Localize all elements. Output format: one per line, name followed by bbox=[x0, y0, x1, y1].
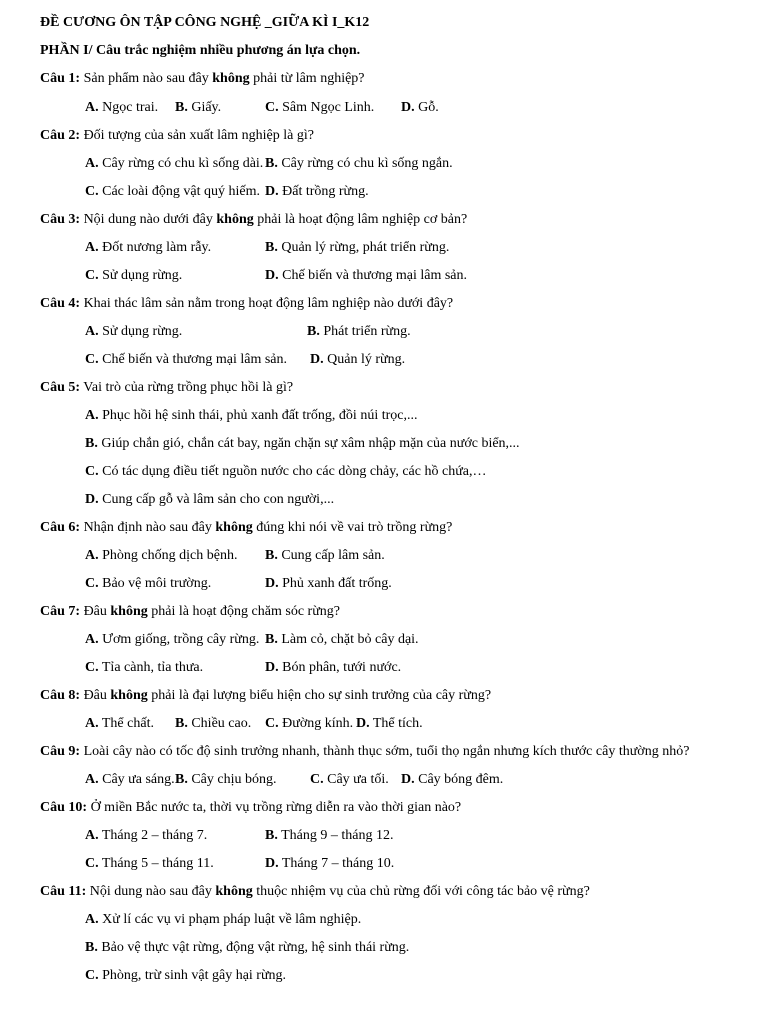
part-heading: PHẦN I/ Câu trắc nghiệm nhiều phương án lựa chọn. bbox=[40, 43, 361, 58]
q4-option-d: D. Quản lý rừng. bbox=[310, 352, 406, 367]
document-title: ĐỀ CƯƠNG ÔN TẬP CÔNG NGHỆ _GIỮA KÌ I_K12 bbox=[40, 15, 370, 30]
q8-option-a: A. Thể chất. bbox=[85, 716, 154, 731]
q6-option-c: C. Bảo vệ môi trường. bbox=[85, 576, 212, 591]
q7-option-c: C. Tỉa cành, tỉa thưa. bbox=[85, 660, 204, 675]
q5-option-c: C. Có tác dụng điều tiết nguồn nước cho các dòng chảy, các hồ chứa,… bbox=[85, 464, 487, 479]
q10-option-c: C. Tháng 5 – tháng 11. bbox=[85, 856, 214, 871]
q2-option-c: C. Các loài động vật quý hiếm. bbox=[85, 184, 260, 199]
q9-option-b: B. Cây chịu bóng. bbox=[175, 772, 277, 787]
q5-option-a: A. Phục hồi hệ sinh thái, phủ xanh đất trống, đồi núi trọc,... bbox=[85, 408, 418, 423]
question-4: Câu 4: Khai thác lâm sản nằm trong hoạt động lâm nghiệp nào dưới đây? bbox=[40, 296, 454, 311]
q4-option-a: A. Sử dụng rừng. bbox=[85, 324, 183, 339]
q2-option-b: B. Cây rừng có chu kì sống ngắn. bbox=[265, 156, 453, 171]
q1-option-c: C. Sâm Ngọc Linh. bbox=[265, 100, 375, 115]
q4-option-c: C. Chế biến và thương mại lâm sản. bbox=[85, 352, 288, 367]
question-5: Câu 5: Vai trò của rừng trồng phục hồi là gì? bbox=[40, 380, 294, 395]
question-10: Câu 10: Ở miền Bắc nước ta, thời vụ trồng rừng diễn ra vào thời gian nào? bbox=[40, 800, 462, 815]
q8-option-d: D. Thể tích. bbox=[356, 716, 423, 731]
q8-option-c: C. Đường kính. bbox=[265, 716, 354, 731]
q4-option-b: B. Phát triển rừng. bbox=[307, 324, 411, 339]
q7-option-b: B. Làm cỏ, chặt bỏ cây dại. bbox=[265, 632, 419, 647]
q1-option-b: B. Giấy. bbox=[175, 100, 222, 115]
question-9: Câu 9: Loài cây nào có tốc độ sinh trưởng nhanh, thành thục sớm, tuổi thọ ngắn nhưng kích thước cây thường nhỏ? bbox=[40, 744, 690, 759]
question-8: Câu 8: Đâu không phải là đại lượng biểu hiện cho sự sinh trưởng của cây rừng? bbox=[40, 688, 492, 703]
q1-option-d: D. Gỗ. bbox=[401, 100, 439, 115]
q7-option-a: A. Ươm giống, trồng cây rừng. bbox=[85, 632, 260, 647]
q7-option-d: D. Bón phân, tưới nước. bbox=[265, 660, 402, 675]
q1-option-a: A. Ngọc trai. bbox=[85, 100, 159, 115]
q3-option-d: D. Chế biến và thương mại lâm sản. bbox=[265, 268, 468, 283]
q9-option-c: C. Cây ưa tối. bbox=[310, 772, 389, 787]
question-3: Câu 3: Nội dung nào dưới đây không phải là hoạt động lâm nghiệp cơ bản? bbox=[40, 212, 468, 227]
q9-option-d: D. Cây bóng đêm. bbox=[401, 772, 504, 787]
q2-option-d: D. Đất trồng rừng. bbox=[265, 184, 369, 199]
q3-option-c: C. Sử dụng rừng. bbox=[85, 268, 183, 283]
question-1: Câu 1: Sản phẩm nào sau đây không phải từ lâm nghiệp? bbox=[40, 71, 365, 86]
q10-option-b: B. Tháng 9 – tháng 12. bbox=[265, 828, 394, 843]
q10-option-a: A. Tháng 2 – tháng 7. bbox=[85, 828, 208, 843]
q11-option-a: A. Xử lí các vụ vi phạm pháp luật về lâm nghiệp. bbox=[85, 912, 362, 927]
q6-option-a: A. Phòng chống dịch bệnh. bbox=[85, 548, 238, 563]
q10-option-d: D. Tháng 7 – tháng 10. bbox=[265, 856, 395, 871]
q3-option-b: B. Quản lý rừng, phát triển rừng. bbox=[265, 240, 450, 255]
q11-option-c: C. Phòng, trừ sinh vật gây hại rừng. bbox=[85, 968, 287, 983]
q5-option-b: B. Giúp chắn gió, chắn cát bay, ngăn chặn sự xâm nhập mặn của nước biển,... bbox=[85, 436, 520, 451]
q3-option-a: A. Đốt nương làm rẫy. bbox=[85, 240, 212, 255]
q5-option-d: D. Cung cấp gỗ và lâm sản cho con người,... bbox=[85, 492, 335, 507]
q6-option-d: D. Phủ xanh đất trống. bbox=[265, 576, 392, 591]
question-11: Câu 11: Nội dung nào sau đây không thuộc nhiệm vụ của chủ rừng đối với công tác bảo vệ rừng? bbox=[40, 884, 590, 899]
question-7: Câu 7: Đâu không phải là hoạt động chăm sóc rừng? bbox=[40, 604, 341, 619]
q8-option-b: B. Chiều cao. bbox=[175, 716, 252, 731]
q9-option-a: A. Cây ưa sáng. bbox=[85, 772, 175, 787]
q6-option-b: B. Cung cấp lâm sản. bbox=[265, 548, 385, 563]
q2-option-a: A. Cây rừng có chu kì sống dài. bbox=[85, 156, 264, 171]
question-6: Câu 6: Nhận định nào sau đây không đúng khi nói về vai trò trồng rừng? bbox=[40, 520, 453, 535]
question-2: Câu 2: Đối tượng của sản xuất lâm nghiệp là gì? bbox=[40, 128, 314, 143]
q11-option-b: B. Bảo vệ thực vật rừng, động vật rừng, hệ sinh thái rừng. bbox=[85, 940, 410, 955]
